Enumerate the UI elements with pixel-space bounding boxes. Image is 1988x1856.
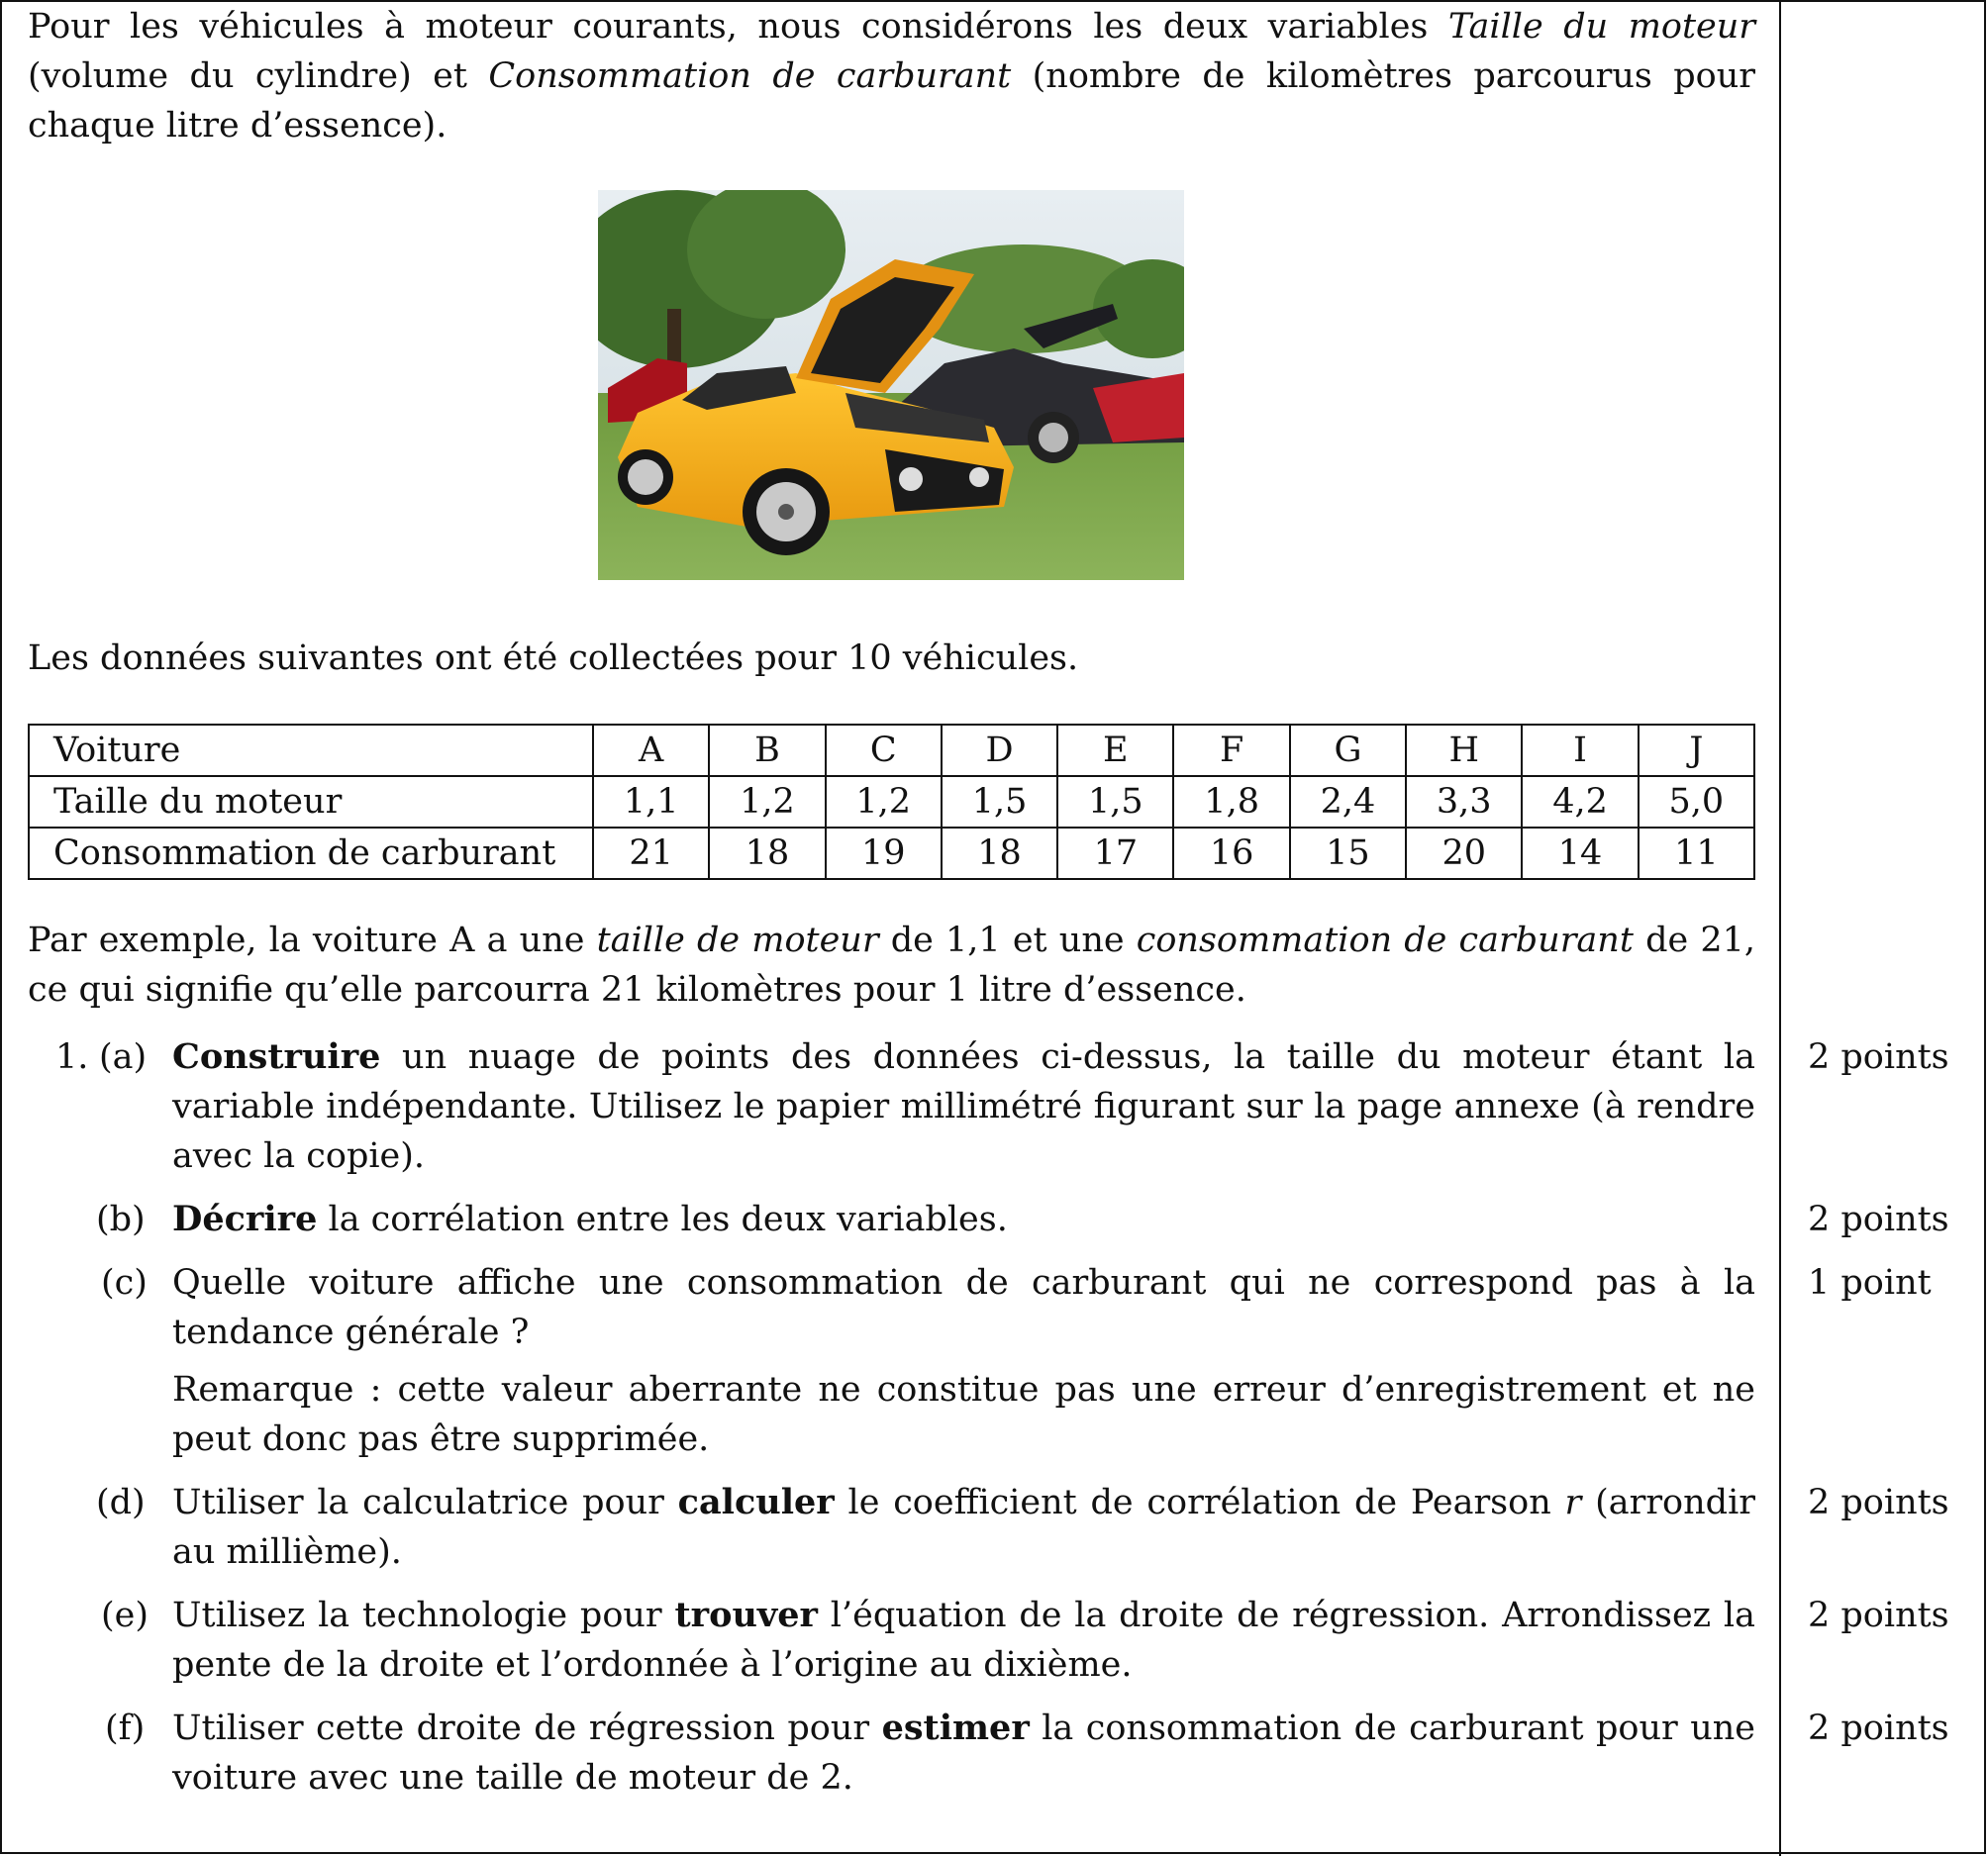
question-e-label: (e) (101, 1596, 149, 1635)
table-cell: E (1057, 725, 1173, 776)
car-photo (598, 190, 1184, 580)
table-row-consommation (29, 828, 1754, 879)
question-f-points: 2 points (1808, 1709, 1949, 1748)
table-cell: 18 (709, 828, 825, 879)
table-cell: H (1406, 725, 1522, 776)
question-d-variable: r (1564, 1483, 1582, 1522)
question-b-label: (b) (96, 1200, 146, 1239)
table-cell: 2,4 (1290, 776, 1406, 828)
question-d-text-3: (arrondir au millième). (172, 1483, 1755, 1572)
table-row-header: Consommation de carburant (29, 828, 593, 879)
table-cell: G (1290, 725, 1406, 776)
intro-variable-fuel-consumption: Consommation de carburant (488, 56, 1012, 96)
question-c-note: Remarque : cette valeur aberrante ne constitue pas une erreur d’enregistrement et ne peut donc pas être supprimée. (172, 1370, 1755, 1459)
table-cell: 16 (1173, 828, 1289, 879)
table-cell: 21 (593, 828, 709, 879)
table-cell: 1,5 (1057, 776, 1173, 828)
table-cell: B (709, 725, 825, 776)
question-a-label: (a) (99, 1037, 148, 1077)
table-cell: 4,2 (1522, 776, 1638, 828)
table-cell: 15 (1290, 828, 1406, 879)
question-d-points: 2 points (1808, 1483, 1949, 1522)
intro-paragraph (28, 2, 1755, 150)
table-cell: 5,0 (1639, 776, 1754, 828)
intro-text-2: (volume du cylindre) et (28, 56, 489, 96)
table-cell: D (942, 725, 1057, 776)
question-a-points: 2 points (1808, 1037, 1949, 1077)
table-cell: 1,8 (1173, 776, 1289, 828)
question-e-verb: trouver (674, 1595, 818, 1635)
table-cell: 20 (1406, 828, 1522, 879)
table-row-header: Taille du moteur (29, 776, 593, 828)
table-cell: A (593, 725, 709, 776)
question-d-verb: calculer (677, 1482, 835, 1522)
table-cell: 1,5 (942, 776, 1057, 828)
question-c-points: 1 point (1808, 1263, 1932, 1303)
question-d (172, 1478, 1755, 1577)
table-row-voiture (29, 725, 1754, 776)
question-f-label: (f) (105, 1709, 146, 1748)
table-cell: F (1173, 725, 1289, 776)
question-d-label: (d) (96, 1483, 146, 1522)
example-italic-1: taille de moteur (596, 921, 879, 960)
table-row-header: Voiture (29, 725, 593, 776)
question-d-text-2: le coefficient de corrélation de Pearson (834, 1483, 1565, 1522)
question-b-verb: Décrire (172, 1199, 318, 1239)
question-f-verb: estimer (881, 1708, 1030, 1748)
table-cell: 11 (1639, 828, 1754, 879)
example-text-1: Par exemple, la voiture A a une (28, 921, 597, 960)
table-cell: 1,1 (593, 776, 709, 828)
vehicle-data-table (28, 724, 1755, 880)
question-d-text-1: Utiliser la calculatrice pour (172, 1483, 678, 1522)
table-cell: I (1522, 725, 1638, 776)
question-a (172, 1032, 1755, 1181)
question-c: Quelle voiture affiche une consommation de carburant qui ne correspond pas à la tendance générale ? (172, 1263, 1755, 1352)
example-paragraph (28, 916, 1755, 1015)
question-f (172, 1704, 1755, 1803)
question-a-verb: Construire (172, 1036, 381, 1077)
table-cell: 14 (1522, 828, 1638, 879)
question-b-text: la corrélation entre les deux variables. (317, 1200, 1008, 1239)
question-e (172, 1591, 1755, 1690)
question-b (172, 1195, 1755, 1244)
intro-text-3: (nombre de kilomètres parcourus pour chaque litre d’essence). (28, 56, 1755, 146)
intro-variable-engine-size: Taille du moteur (1447, 7, 1755, 47)
question-e-points: 2 points (1808, 1596, 1949, 1635)
table-cell: 3,3 (1406, 776, 1522, 828)
table-row-taille (29, 776, 1754, 828)
example-text-3: de 21, ce qui signifie qu’elle parcourra 21 kilomètres pour 1 litre d’essence. (28, 921, 1756, 1010)
question-b-points: 2 points (1808, 1200, 1949, 1239)
table-cell: 18 (942, 828, 1057, 879)
table-cell: J (1639, 725, 1754, 776)
table-cell: 17 (1057, 828, 1173, 879)
question-f-text-2: la consommation de carburant pour une voiture avec une taille de moteur de 2. (172, 1709, 1755, 1798)
table-cell: 1,2 (826, 776, 942, 828)
question-c-label: (c) (101, 1263, 148, 1303)
question-f-text-1: Utiliser cette droite de régression pour (172, 1709, 882, 1748)
question-number: 1. (55, 1037, 89, 1077)
example-italic-2: consommation de carburant (1136, 921, 1634, 960)
intro-text-1: Pour les véhicules à moteur courants, nous considérons les deux variables (28, 7, 1448, 47)
data-intro-sentence: Les données suivantes ont été collectées pour 10 véhicules. (28, 638, 1079, 678)
points-column-divider (1779, 0, 1781, 1856)
table-cell: 19 (826, 828, 942, 879)
table-cell: 1,2 (709, 776, 825, 828)
table-cell: C (826, 725, 942, 776)
question-e-text-1: Utilisez la technologie pour (172, 1596, 675, 1635)
example-text-2: de 1,1 et une (878, 921, 1137, 960)
question-e-text-2: l’équation de la droite de régression. Arrondissez la pente de la droite et l’ordonnée à l’origine au dixième. (172, 1596, 1755, 1685)
question-a-text: un nuage de points des données ci-dessus, la taille du moteur étant la variable indépendante. Utilisez le papier millimétré figurant sur la page annexe (à rendre avec la copie). (172, 1037, 1755, 1176)
